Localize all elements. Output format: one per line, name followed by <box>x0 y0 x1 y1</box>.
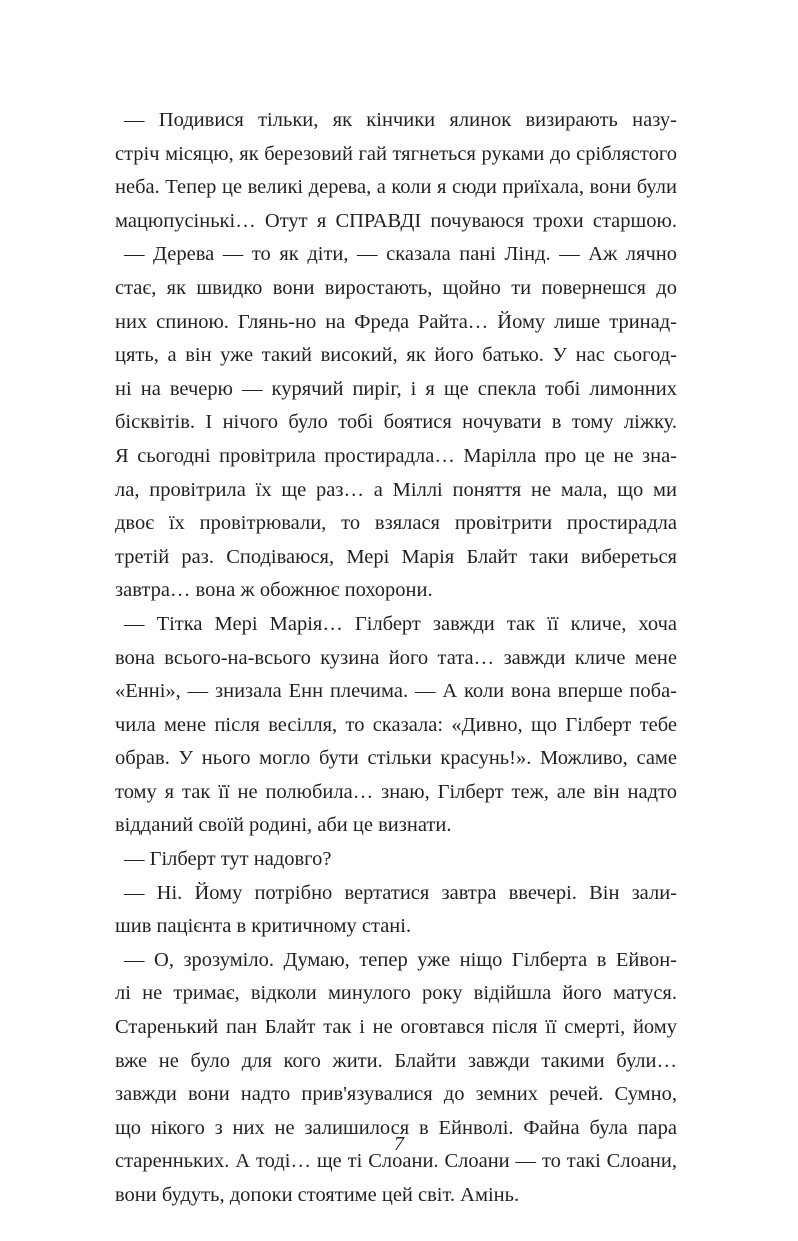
page-body <box>115 104 677 1213</box>
text-line: лі не тримає, відколи минулого року відійшла його матуся. <box>115 982 677 1005</box>
text-line: — Дерева — то як діти, — сказала пані Лінд. — Аж лячно <box>124 243 677 266</box>
text-line: — О, зрозуміло. Думаю, тепер уже ніщо Гілберта в Ейвон- <box>124 948 677 971</box>
text-line: — Гілберт тут надовго? <box>124 848 332 871</box>
text-line: стріч місяцю, як березовий гай тягнеться руками до сріблястого <box>115 142 677 165</box>
text-line: стає, як швидко вони виростають, щойно ти повернешся до <box>115 276 677 299</box>
text-line: тому я так її не полюбила… знаю, Гілберт теж, але він надто <box>115 780 677 803</box>
text-line: них спиною. Глянь-но на Фреда Райта… Йому лише тринад- <box>115 310 677 333</box>
text-line: — Ні. Йому потрібно вертатися завтра ввечері. Він зали- <box>124 881 677 904</box>
text-line: вже не було для кого жити. Блайти завжди такими були… <box>115 1049 677 1072</box>
text-line: старенньких. А тоді… ще ті Слоани. Слоани — то такі Слоани, <box>115 1150 677 1173</box>
text-line: цять, а він уже такий високий, як його батько. У нас сьогод- <box>115 344 677 367</box>
text-line: завжди вони надто прив'язувалися до земних речей. Сумно, <box>115 1083 677 1106</box>
text-line: «Енні», — знизала Енн плечима. — А коли вона вперше поба- <box>115 680 677 703</box>
text-line: бісквітів. І нічого було тобі боятися ночувати в тому ліжку. <box>115 411 677 434</box>
text-line: Старенький пан Блайт так і не оговтався після її смерті, йому <box>115 1016 677 1039</box>
text-line: — Подивися тільки, як кінчики ялинок визирають назу- <box>124 109 677 131</box>
text-line: мацюпусінькі… Отут я СПРАВДІ почуваюся трохи старшою. <box>115 209 677 232</box>
text-line: ні на вечерю — курячий пиріг, і я ще спекла тобі лимонних <box>115 377 677 400</box>
text-line: Я сьогодні провітрила простирадла… Марілла про це не зна- <box>115 444 677 467</box>
page-number: 7 <box>394 1133 404 1155</box>
text-line: що нікого з них не залишилося в Ейнволі. Файна була пара <box>115 1116 677 1139</box>
text-line: вони будуть, допоки стоятиме цей світ. Амінь. <box>115 1184 520 1206</box>
text-line: неба. Тепер це великі дерева, а коли я сюди приїхала, вони були <box>115 176 677 199</box>
text-line: вона всього-на-всього кузина його тата… завжди кличе мене <box>115 646 677 669</box>
text-line: двоє їх провітрювали, то взялася провітрити простирадла <box>115 512 677 535</box>
text-line: відданий своїй родині, аби це визнати. <box>115 814 452 837</box>
text-line: шив пацієнта в критичному стані. <box>115 915 412 938</box>
text-line: завтра… вона ж обожнює похорони. <box>115 579 433 602</box>
text-line: чила мене після весілля, то сказала: «Дивно, що Гілберт тебе <box>115 713 677 736</box>
text-line: обрав. У нього могло бути стільки красунь!». Можливо, саме <box>115 747 677 770</box>
text-line: ла, провітрила їх ще раз… а Міллі поняття не мала, що ми <box>115 478 677 501</box>
text-line: третій раз. Сподіваюся, Мері Марія Блайт таки вибереться <box>115 545 677 568</box>
text-line: — Тітка Мері Марія… Гілберт завжди так її кличе, хоча <box>124 612 677 635</box>
